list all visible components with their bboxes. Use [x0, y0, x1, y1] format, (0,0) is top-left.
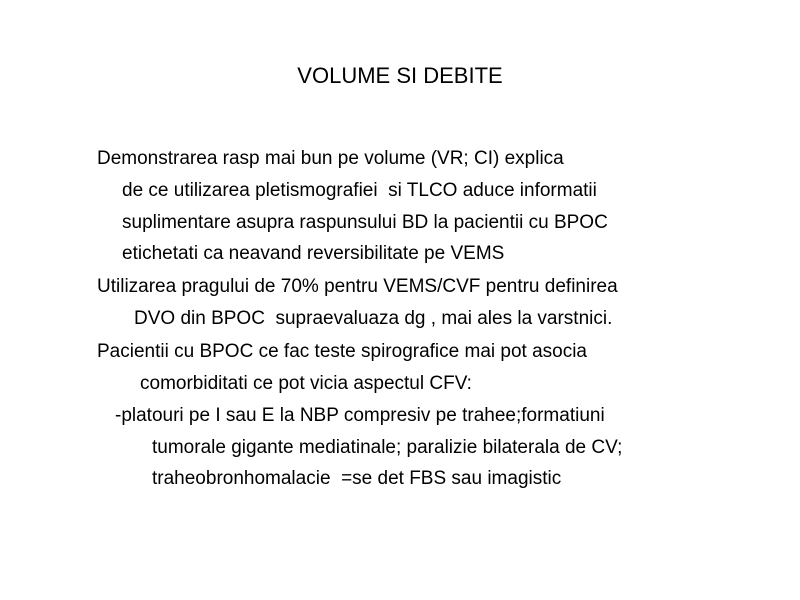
paragraph-4-line-3: traheobronhomalacie =se det FBS sau imagistic	[152, 468, 562, 489]
paragraph-1-line-2: de ce utilizarea pletismografiei si TLCO aduce informatii	[122, 180, 597, 201]
paragraph-4-line-1: -platouri pe I sau E la NBP compresiv pe trahee;formatiuni	[115, 405, 605, 426]
paragraph-2-line-1: Utilizarea pragului de 70% pentru VEMS/CVF pentru definirea	[97, 276, 618, 297]
slide-title: VOLUME SI DEBITE	[297, 63, 503, 88]
paragraph-4-line-2: tumorale gigante mediatinale; paralizie bilaterala de CV;	[152, 437, 623, 458]
paragraph-1-line-3: suplimentare asupra raspunsului BD la pacientii cu BPOC	[122, 212, 608, 233]
paragraph-3-line-2: comorbiditati ce pot vicia aspectul CFV:	[140, 373, 472, 394]
paragraph-3-line-1: Pacientii cu BPOC ce fac teste spirografice mai pot asocia	[97, 341, 588, 362]
paragraph-2-line-2: DVO din BPOC supraevaluaza dg , mai ales la varstnici.	[134, 308, 613, 329]
paragraph-1-line-1: Demonstrarea rasp mai bun pe volume (VR; CI) explica	[97, 148, 564, 169]
paragraph-1-line-4: etichetati ca neavand reversibilitate pe VEMS	[122, 243, 505, 264]
